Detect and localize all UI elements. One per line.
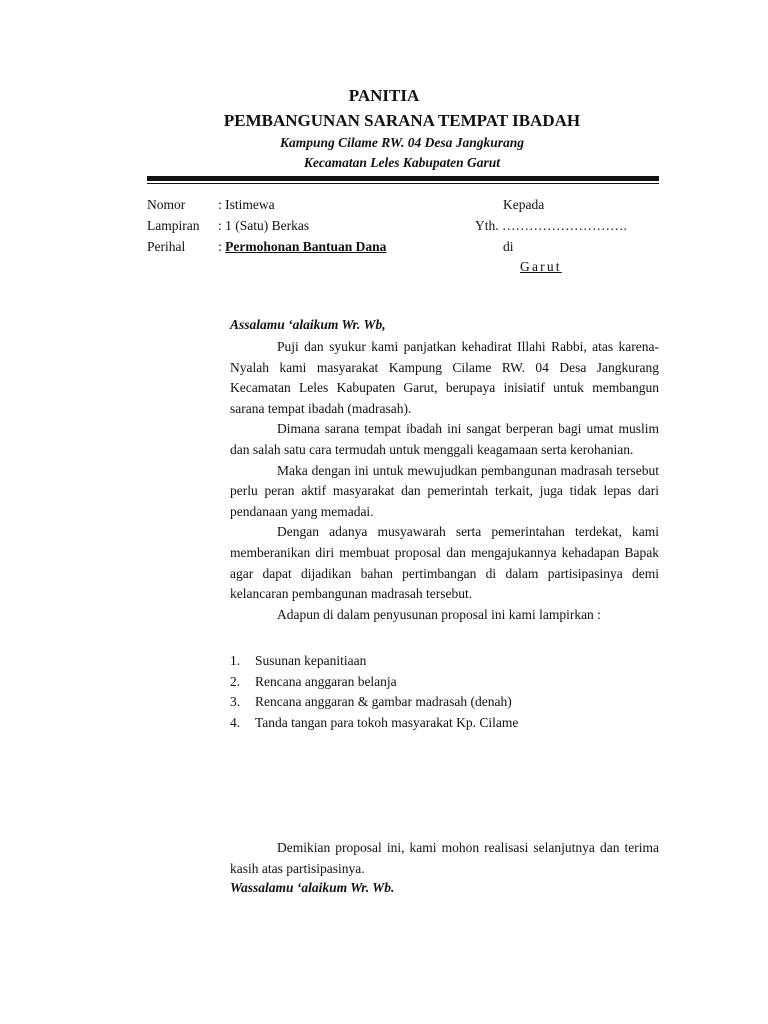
list-text: Susunan kepanitiaan: [255, 653, 367, 668]
kepada-label: Kepada: [503, 197, 545, 212]
list-number: 3.: [230, 694, 241, 710]
perihal-value: Permohonan Bantuan Dana: [225, 239, 387, 254]
attachment-list: [230, 651, 518, 733]
committee-title: PANITIA: [348, 86, 420, 105]
perihal-label: Perihal: [147, 239, 186, 254]
greeting: Assalamu ‘alaikum Wr. Wb,: [230, 317, 386, 332]
address-line-2: Kecamatan Leles Kabupaten Garut: [303, 155, 501, 170]
list-number: 4.: [230, 714, 241, 730]
perihal-value-wrap: [218, 236, 386, 257]
list-text: Tanda tangan para tokoh masyarakat Kp. Cilame: [255, 714, 519, 730]
list-number: 1.: [230, 653, 241, 668]
farewell: Wassalamu ‘alaikum Wr. Wb.: [230, 880, 395, 895]
nomor-label: Nomor: [147, 197, 186, 212]
paragraph-2: Dimana sarana tempat ibadah ini sangat berperan bagi umat muslim dan salah satu cara termudah untuk menggali keagamaan serta kerohanian.: [230, 421, 659, 457]
letterhead-rule-thick: [147, 176, 659, 181]
address-line-1: Kampung Cilame RW. 04 Desa Jangkurang: [279, 135, 525, 150]
paragraph-3: Maka dengan ini untuk mewujudkan pembangunan madrasah tersebut perlu peran aktif masyarakat dan pemerintah terkait, juga tidak lepas dari pendanaan yang memadai.: [230, 462, 659, 519]
closing-paragraph-wrap: [230, 838, 659, 879]
organization-title: PEMBANGUNAN SARANA TEMPAT IBADAH: [223, 111, 581, 130]
list-item: [230, 672, 518, 693]
list-item: [230, 692, 518, 713]
list-number: 2.: [230, 673, 241, 689]
list-text: Rencana anggaran belanja: [255, 673, 397, 689]
paragraph-4: Dengan adanya musyawarah serta pemerintahan terdekat, kami memberanikan diri membuat proposal dan mengajukannya kehadapan Bapak agar dapat dijadikan bahan pertimbangan di dalam partisipasinya demi kelancaran pembangunan madrasah tersebut.: [230, 524, 659, 602]
di-label: di: [503, 239, 514, 254]
list-text: Rencana anggaran & gambar madrasah (denah): [255, 694, 512, 710]
lampiran-value: : 1 (Satu) Berkas: [218, 218, 310, 233]
paragraph-1: Puji dan syukur kami panjatkan kehadirat Illahi Rabbi, atas karena-Nyalah kami masyarakat Kampung Cilame RW. 04 Desa Jangkurang Kecamatan Leles Kabupaten Garut, berupaya inisiatif untuk membangun sarana tempat ibadah (madrasah).: [230, 339, 659, 416]
recipient-line: Yth. ……………………….: [475, 218, 627, 233]
letter-body: [230, 337, 659, 625]
destination-city: Garut: [520, 259, 562, 274]
list-item: [230, 713, 518, 734]
letterhead-rule-thin: [147, 183, 659, 184]
paragraph-5: Adapun di dalam penyusunan proposal ini kami lampirkan :: [277, 606, 601, 622]
closing-paragraph: Demikian proposal ini, kami mohon realisasi selanjutnya dan terima kasih atas partisipasinya.: [230, 840, 659, 876]
lampiran-label: Lampiran: [147, 218, 200, 233]
perihal-colon: :: [218, 239, 226, 254]
nomor-value: : Istimewa: [218, 197, 275, 212]
list-item: [230, 651, 518, 672]
